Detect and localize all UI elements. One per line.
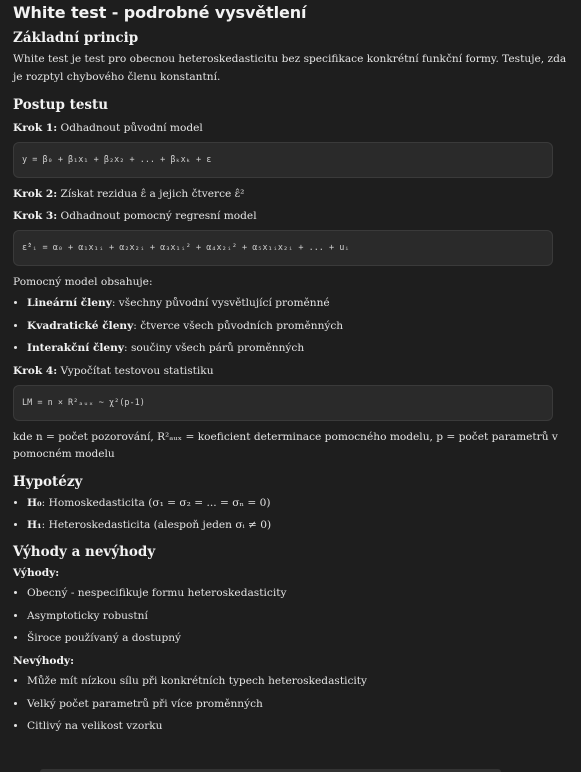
principle-text: White test je test pro obecnou heteroskedasticitu bez specifikace konkrétní funkční formy. Testuje, zda je rozptyl chybového členu konstantní. xyxy=(13,53,567,83)
list-item: • Široce používaný a dostupný xyxy=(27,630,568,646)
document xyxy=(0,3,581,734)
list-item-bold: Interakční členy xyxy=(27,342,125,354)
cons-label: Nevýhody: xyxy=(13,654,74,667)
step-3-text: Odhadnout pomocný regresní model xyxy=(57,210,257,222)
pros-label: Výhody: xyxy=(13,567,60,579)
hypotheses-list xyxy=(13,495,568,534)
list-item-text: : součiny všech párů proměnných xyxy=(124,342,305,354)
step-3-code-block[interactable]: ε̂²ᵢ = α₀ + α₁x₁ᵢ + α₂x₂ᵢ + α₃x₁ᵢ² + α₄x₂ᵢ² + α₅x₁ᵢx₂ᵢ + ... + uᵢ xyxy=(13,230,553,266)
step-4-label: Krok 4: xyxy=(13,364,58,377)
step-1 xyxy=(13,120,568,136)
aux-model-intro: Pomocný model obsahuje: xyxy=(13,276,153,288)
list-item-text: : čtverce všech původních proměnných xyxy=(133,319,344,332)
list-item: • Obecný - nespecifikuje formu heteroskedasticity xyxy=(27,585,568,601)
step-4-note: kde n = počet pozorování, R²ₐᵤₓ = koeficient determinace pomocného modelu, p = počet parametrů v pomocném modelu xyxy=(13,430,558,460)
step-3 xyxy=(13,208,568,224)
list-item xyxy=(27,517,568,533)
list-item-text: : Homoskedasticita (σ₁ = σ₂ = ... = σₙ = 0) xyxy=(41,496,271,509)
step-4-code-block[interactable]: LM = n × R²ₐᵤₓ ~ χ²(p-1) xyxy=(13,385,553,421)
list-item xyxy=(27,495,568,511)
cons-list xyxy=(13,673,568,734)
procedure-heading: Postup testu xyxy=(13,97,109,113)
list-item: • Může mít nízkou sílu při konkrétních typech heteroskedasticity xyxy=(27,673,568,689)
list-item: • Citlivý na velikost vzorku xyxy=(27,718,568,734)
step-4-text: Vypočítat testovou statistiku xyxy=(57,364,214,377)
section-principle xyxy=(13,29,568,86)
section-pros-cons xyxy=(13,543,568,734)
list-item-text: : všechny původní vysvětlující proměnné xyxy=(111,297,330,309)
pros-cons-heading: Výhody a nevýhody xyxy=(13,544,156,560)
list-item-bold: H₁ xyxy=(27,519,42,531)
section-procedure xyxy=(13,96,568,463)
aux-model-list xyxy=(13,295,568,356)
list-item-bold: H₀ xyxy=(27,496,42,509)
step-2-text: Získat rezidua ε̂ a jejich čtverce ε̂² xyxy=(57,188,245,200)
step-2-label: Krok 2: xyxy=(13,188,58,200)
list-item xyxy=(27,340,568,356)
step-4 xyxy=(13,363,568,379)
list-item: • Velký počet parametrů při více proměnných xyxy=(27,696,568,712)
pros-list xyxy=(13,585,568,646)
hypotheses-heading: Hypotézy xyxy=(13,473,83,490)
list-item xyxy=(27,318,568,334)
step-1-text: Odhadnout původní model xyxy=(57,122,203,134)
principle-heading: Základní princip xyxy=(13,30,139,46)
list-item-bold: Lineární členy xyxy=(27,297,112,309)
page-title: White test - podrobné vysvětlení xyxy=(13,3,307,22)
step-2 xyxy=(13,186,568,202)
step-1-code-block[interactable]: y = β₀ + β₁x₁ + β₂x₂ + ... + βₖxₖ + ε xyxy=(13,142,553,178)
list-item xyxy=(27,295,568,311)
step-3-label: Krok 3: xyxy=(13,210,58,222)
section-hypotheses xyxy=(13,473,568,534)
step-1-label: Krok 1: xyxy=(13,122,58,134)
list-item-bold: Kvadratické členy xyxy=(27,319,134,332)
list-item: • Asymptoticky robustní xyxy=(27,608,568,624)
list-item-text: : Heteroskedasticita (alespoň jeden σᵢ ≠ 0) xyxy=(41,519,272,531)
